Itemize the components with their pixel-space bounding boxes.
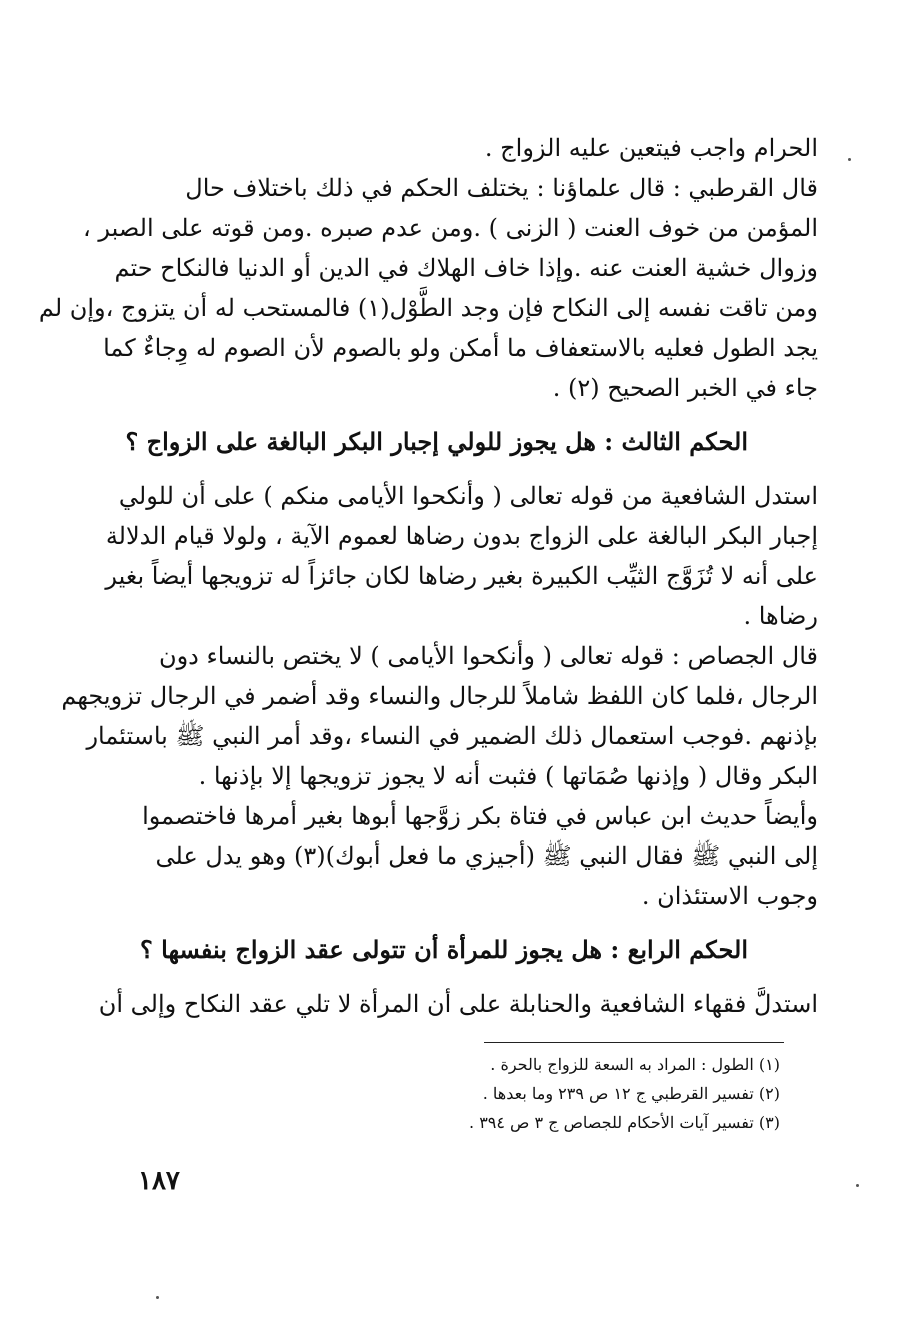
page-body <box>38 128 818 1024</box>
text-line: رضاها . <box>743 602 818 630</box>
scan-speck <box>848 158 851 161</box>
footnote-3: (٣) تفسير آيات الأحكام للجصاص ج ٣ ص ٣٩٤ . <box>469 1113 780 1132</box>
scan-speck <box>856 1184 859 1187</box>
scan-speck <box>156 1296 159 1299</box>
footnotes <box>380 1050 780 1137</box>
text-line: البكر وقال ( وإذنها صُمَاتها ) فثبت أنه لا يجوز تزويجها إلا بإذنها . <box>198 762 818 790</box>
text-line: استدلَّ فقهاء الشافعية والحنابلة على أن المرأة لا تلي عقد النكاح وإلى أن <box>98 990 818 1018</box>
text-line: وزوال خشية العنت عنه .وإذا خاف الهلاك في الدين أو الدنيا فالنكاح حتم <box>114 254 818 282</box>
text-line: إجبار البكر البالغة على الزواج بدون رضاها لعموم الآية ، ولولا قيام الدلالة <box>105 522 818 550</box>
text-line: ومن تاقت نفسه إلى النكاح فإن وجد الطَّوْل(١) فالمستحب له أن يتزوج ،وإن لم <box>38 294 818 322</box>
text-line: بإذنهم .فوجب استعمال ذلك الضمير في النساء ،وقد أمر النبي ﷺ باستئمار <box>86 722 818 750</box>
text-line: استدل الشافعية من قوله تعالى ( وأنكحوا الأيامى منكم ) على أن للولي <box>118 482 818 510</box>
text-line: إلى النبي ﷺ فقال النبي ﷺ (أجيزي ما فعل أبوك)(٣) وهو يدل على <box>155 842 818 870</box>
footnote-1: (١) الطول : المراد به السعة للزواج بالحرة . <box>490 1055 780 1074</box>
text-line: على أنه لا تُزَوَّج الثيِّب الكبيرة بغير رضاها لكان جائزاً له تزويجها أيضاً بغير <box>105 562 818 590</box>
text-line: قال الجصاص : قوله تعالى ( وأنكحوا الأيامى ) لا يختص بالنساء دون <box>158 642 818 670</box>
text-line: قال القرطبي : قال علماؤنا : يختلف الحكم في ذلك باختلاف حال <box>185 174 818 202</box>
text-line: المؤمن من خوف العنت ( الزنى ) .ومن عدم صبره .ومن قوته على الصبر ، <box>82 214 818 242</box>
text-line: جاء في الخبر الصحيح (٢) . <box>552 374 818 402</box>
footnote-divider <box>484 1042 784 1043</box>
text-line: وجوب الاستئذان . <box>641 882 818 910</box>
footnote-2: (٢) تفسير القرطبي ج ١٢ ص ٢٣٩ وما بعدها . <box>482 1084 780 1103</box>
section-heading-fourth-ruling: الحكم الرابع : هل يجوز للمرأة أن تتولى عقد الزواج بنفسها ؟ <box>140 935 748 964</box>
text-line: يجد الطول فعليه بالاستعفاف ما أمكن ولو بالصوم لأن الصوم له وِجاءٌ كما <box>103 334 818 362</box>
text-line: الرجال ،فلما كان اللفظ شاملاً للرجال والنساء وقد أضمر في الرجال تزويجهم <box>61 682 818 710</box>
text-line: وأيضاً حديث ابن عباس في فتاة بكر زوَّجها أبوها بغير أمرها فاختصموا <box>142 802 818 830</box>
section-heading-third-ruling: الحكم الثالث : هل يجوز للولي إجبار البكر البالغة على الزواج ؟ <box>125 427 748 456</box>
text-line: الحرام واجب فيتعين عليه الزواج . <box>484 134 818 162</box>
page-number: ١٨٧ <box>138 1166 180 1196</box>
